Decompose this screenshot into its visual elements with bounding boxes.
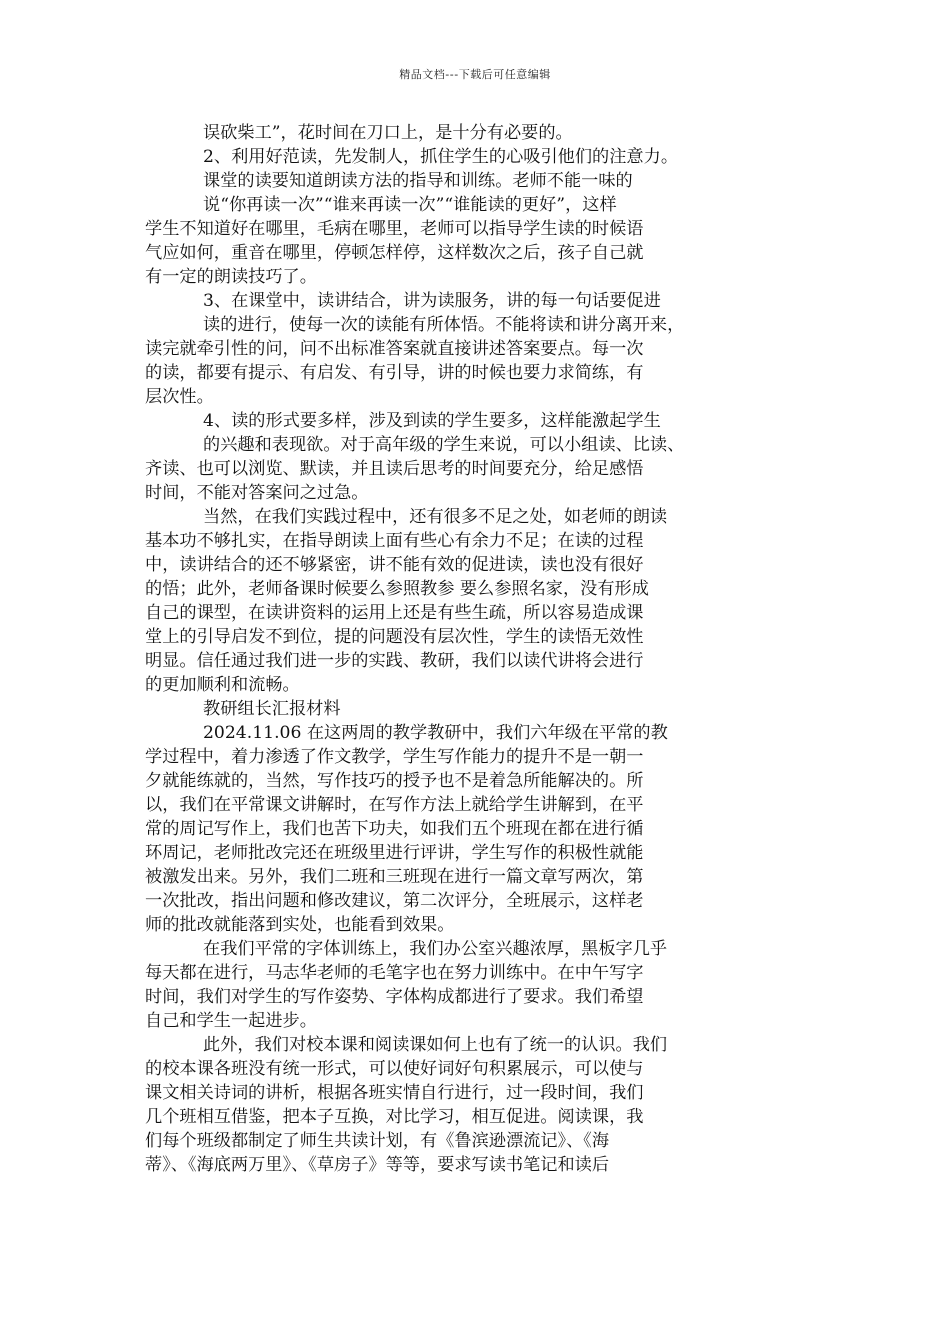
text-line: 的悟；此外，老师备课时候要么参照教参 要么参照名家，没有形成 [145, 579, 649, 599]
text-line: 自己的课型，在读讲资料的运用上还是有些生疏，所以容易造成课 [145, 603, 644, 623]
text-line: 学生不知道好在哪里，毛病在哪里，老师可以指导学生读的时候语 [145, 219, 644, 239]
text-line: 们每个班级都制定了师生共读计划，有《鲁滨逊漂流记》、《海 [145, 1131, 610, 1151]
text-line: 常的周记写作上，我们也苦下功夫，如我们五个班现在都在进行循 [145, 819, 644, 839]
text-line: 的更加顺利和流畅。 [145, 675, 300, 695]
text-line: 的读，都要有提示、有启发、有引导，讲的时候也要力求简练，有 [145, 363, 644, 383]
text-line: 几个班相互借鉴，把本子互换，对比学习，相互促进。阅读课，我 [145, 1107, 644, 1127]
text-line: 师的批改就能落到实处，也能看到效果。 [145, 915, 455, 935]
text-line: 明显。信任通过我们进一步的实践、教研，我们以读代讲将会进行 [145, 651, 644, 671]
text-line: 2024.11.06 在这两周的教学教研中，我们六年级在平常的教 [203, 723, 668, 743]
text-line: 时间，不能对答案问之过急。 [145, 483, 369, 503]
text-line: 此外，我们对校本课和阅读课如何上也有了统一的认识。我们 [203, 1035, 668, 1055]
text-line: 中，读讲结合的还不够紧密，讲不能有效的促进读，读也没有很好 [145, 555, 644, 575]
text-line: 每天都在进行，马志华老师的毛笔字也在努力训练中。在中午写字 [145, 963, 644, 983]
text-line: 以，我们在平常课文讲解时，在写作方法上就给学生讲解到，在平 [145, 795, 644, 815]
text-line: 的兴趣和表现欲。对于高年级的学生来说，可以小组读、比读、 [203, 435, 685, 455]
text-line: 2、利用好范读，先发制人，抓住学生的心吸引他们的注意力。 [203, 147, 679, 167]
text-line: 环周记，老师批改完还在班级里进行评讲，学生写作的积极性就能 [145, 843, 644, 863]
document-body [145, 121, 810, 1177]
text-line: 自己和学生一起进步。 [145, 1011, 317, 1031]
text-line: 学过程中，着力渗透了作文教学，学生写作能力的提升不是一朝一 [145, 747, 644, 767]
text-line: 一次批改，指出问题和修改建议，第二次评分，全班展示，这样老 [145, 891, 644, 911]
text-line: 气应如何，重音在哪里，停顿怎样停，这样数次之后，孩子自己就 [145, 243, 644, 263]
text-line: 在我们平常的字体训练上，我们办公室兴趣浓厚，黑板字几乎 [203, 939, 668, 959]
page-header: 精品文档---下载后可任意编辑 [399, 68, 551, 81]
text-line: 课文相关诗词的讲析，根据各班实情自行进行，过一段时间，我们 [145, 1083, 644, 1103]
text-line: 当然，在我们实践过程中，还有很多不足之处，如老师的朗读 [203, 507, 668, 527]
text-line: 误砍柴工”，花时间在刀口上，是十分有必要的。 [203, 123, 573, 143]
text-line: 说“你再读一次”“谁来再读一次”“谁能读的更好”，这样 [203, 195, 617, 215]
text-line: 蒂》、《海底两万里》、《草房子》等等，要求写读书笔记和读后 [145, 1155, 610, 1175]
text-line: 时间，我们对学生的写作姿势、字体构成都进行了要求。我们希望 [145, 987, 644, 1007]
text-line: 层次性。 [145, 387, 214, 407]
section-title: 教研组长汇报材料 [203, 699, 341, 719]
text-line: 夕就能练就的，当然，写作技巧的授予也不是着急所能解决的。所 [145, 771, 644, 791]
text-line: 读的进行，使每一次的读能有所体悟。不能将读和讲分离开来， [203, 315, 685, 335]
text-line: 3、在课堂中，读讲结合，讲为读服务，讲的每一句话要促进 [203, 291, 661, 311]
text-line: 读完就牵引性的问，问不出标准答案就直接讲述答案要点。每一次 [145, 339, 644, 359]
text-line: 堂上的引导启发不到位，提的问题没有层次性，学生的读悟无效性 [145, 627, 644, 647]
text-line: 课堂的读要知道朗读方法的指导和训练。老师不能一味的 [203, 171, 633, 191]
text-line: 4、读的形式要多样，涉及到读的学生要多，这样能激起学生 [203, 411, 661, 431]
text-line: 的校本课各班没有统一形式，可以使好词好句积累展示，可以使与 [145, 1059, 644, 1079]
text-line: 齐读、也可以浏览、默读，并且读后思考的时间要充分，给足感悟 [145, 459, 644, 479]
text-line: 被激发出来。另外，我们二班和三班现在进行一篇文章写两次，第 [145, 867, 644, 887]
text-line: 基本功不够扎实，在指导朗读上面有些心有余力不足；在读的过程 [145, 531, 644, 551]
text-line: 有一定的朗读技巧了。 [145, 267, 317, 287]
